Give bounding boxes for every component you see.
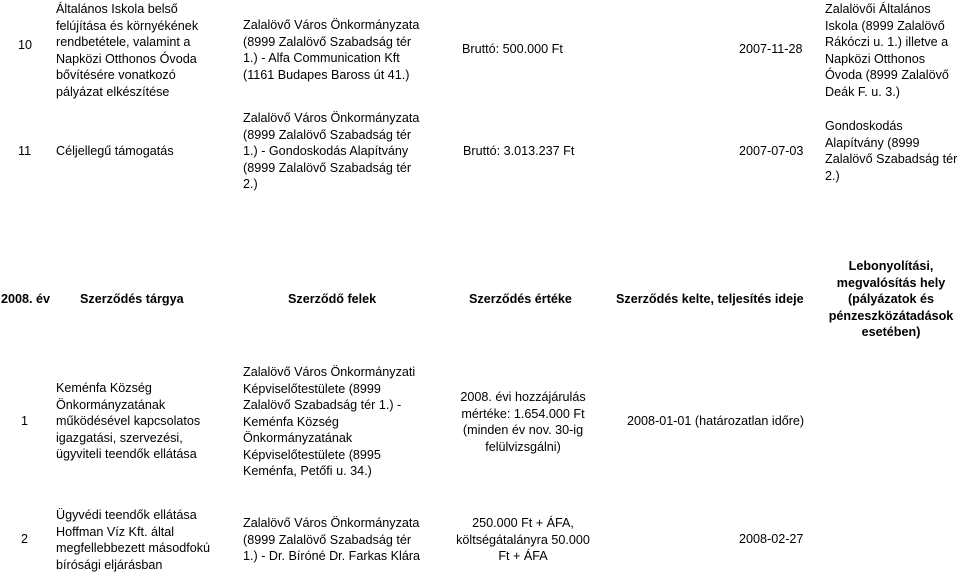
contract-date: 2008-02-27 [739,531,803,548]
text-line: mértéke: 1.654.000 Ft [450,406,596,423]
text-line: (pályázatok és [822,291,960,308]
text-line: Zalalövő Szabadság tér 1.) - [243,397,443,414]
text-line: (minden év nov. 30-ig [450,422,596,439]
text-line: 1.) - Dr. Bíróné Dr. Farkas Klára [243,548,448,565]
contract-date: 2008-01-01 (határozatlan időre) [627,413,804,430]
contract-value [450,515,596,565]
text-line: igazgatási, szervezési, [56,430,236,447]
text-line: 250.000 Ft + ÁFA, [450,515,596,532]
text-line: 2.) [825,168,960,185]
text-line: pénzeszközátadások [822,308,960,325]
contract-subject [56,380,236,463]
text-line: Lebonyolítási, [822,258,960,275]
text-line: pályázat elkészítése [56,84,234,101]
text-line: Rákóczi u. 1.) illetve a [825,34,960,51]
text-line: Céljellegű támogatás [56,143,234,160]
text-line: Deák F. u. 3.) [825,84,960,101]
text-line: költségátalányra 50.000 [450,532,596,549]
text-line: Képviselőtestülete (8995 [243,447,443,464]
text-line: Gondoskodás [825,118,960,135]
text-line: működésével kapcsolatos [56,413,236,430]
text-line: esetében) [822,324,960,341]
text-line: rendbetétele, valamint a [56,34,234,51]
text-line: ügyviteli teendők ellátása [56,446,236,463]
text-line: Önkormányzatának [243,430,443,447]
text-line: Óvoda (8999 Zalalövő [825,67,960,84]
text-line: (8999 Zalalövő Szabadság tér [243,34,443,51]
text-line: Zalalövő Város Önkormányzata [243,17,443,34]
text-line: Keménfa, Petőfi u. 34.) [243,463,443,480]
year-heading: 2008. év [1,291,50,308]
row-number: 1 [21,413,28,430]
text-line: Hoffman Víz Kft. által [56,524,236,541]
contract-parties [243,364,443,480]
text-line: megvalósítás hely [822,275,960,292]
text-line: Iskola (8999 Zalalövő [825,18,960,35]
subject-column-header: Szerződés tárgya [80,291,184,308]
text-line: Zalalövő Város Önkormányzata [243,110,443,127]
value-column-header: Szerződés értéke [469,291,572,308]
text-line: (1161 Budapes Baross út 41.) [243,67,443,84]
contract-value: Bruttó: 500.000 Ft [462,41,563,58]
text-line: Alapítvány (8999 [825,135,960,152]
contract-subject [56,143,234,160]
text-line: 1.) - Gondoskodás Alapítvány [243,143,443,160]
contract-parties [243,515,448,565]
implementation-location [825,118,960,184]
text-line: felújítása és környékének [56,18,234,35]
text-line: Zalalövő Város Önkormányzata [243,515,448,532]
contract-subject [56,1,234,100]
text-line: Ft + ÁFA [450,548,596,565]
text-line: Keménfa Község [243,414,443,431]
text-line: bővítésére vonatkozó [56,67,234,84]
text-line: Önkormányzatának [56,397,236,414]
date-column-header: Szerződés kelte, teljesítés ideje [616,291,804,308]
implementation-location [825,1,960,100]
text-line: (8999 Zalalövő Szabadság tér [243,532,448,549]
text-line: Általános Iskola belső [56,1,234,18]
text-line: Képviselőtestülete (8999 [243,381,443,398]
text-line: Napközi Otthonos Óvoda [56,51,234,68]
text-line: felülvizsgálni) [450,439,596,456]
row-number: 10 [18,37,32,54]
row-number: 11 [18,143,31,160]
text-line: Ügyvédi teendők ellátása [56,507,236,524]
text-line: Napközi Otthonos [825,51,960,68]
text-line: 2008. évi hozzájárulás [450,389,596,406]
text-line: 1.) - Alfa Communication Kft [243,50,443,67]
text-line: megfellebbezett másodfokú [56,540,236,557]
text-line: (8999 Zalalövő Szabadság tér [243,160,443,177]
contract-date: 2007-11-28 [739,41,803,58]
location-column-header [822,258,960,341]
text-line: 2.) [243,176,443,193]
contract-value [450,389,596,455]
text-line: Zalalövő Város Önkormányzati [243,364,443,381]
contract-parties [243,17,443,83]
row-number: 2 [21,531,28,548]
text-line: Keménfa Község [56,380,236,397]
contract-subject [56,507,236,573]
text-line: Zalalövő Szabadság tér [825,151,960,168]
text-line: Zalalövői Általános [825,1,960,18]
text-line: bírósági eljárásban [56,557,236,573]
contract-parties [243,110,443,193]
parties-column-header: Szerződő felek [288,291,376,308]
text-line: (8999 Zalalövő Szabadság tér [243,127,443,144]
contract-date: 2007-07-03 [739,143,803,160]
contract-value: Bruttó: 3.013.237 Ft [463,143,574,160]
